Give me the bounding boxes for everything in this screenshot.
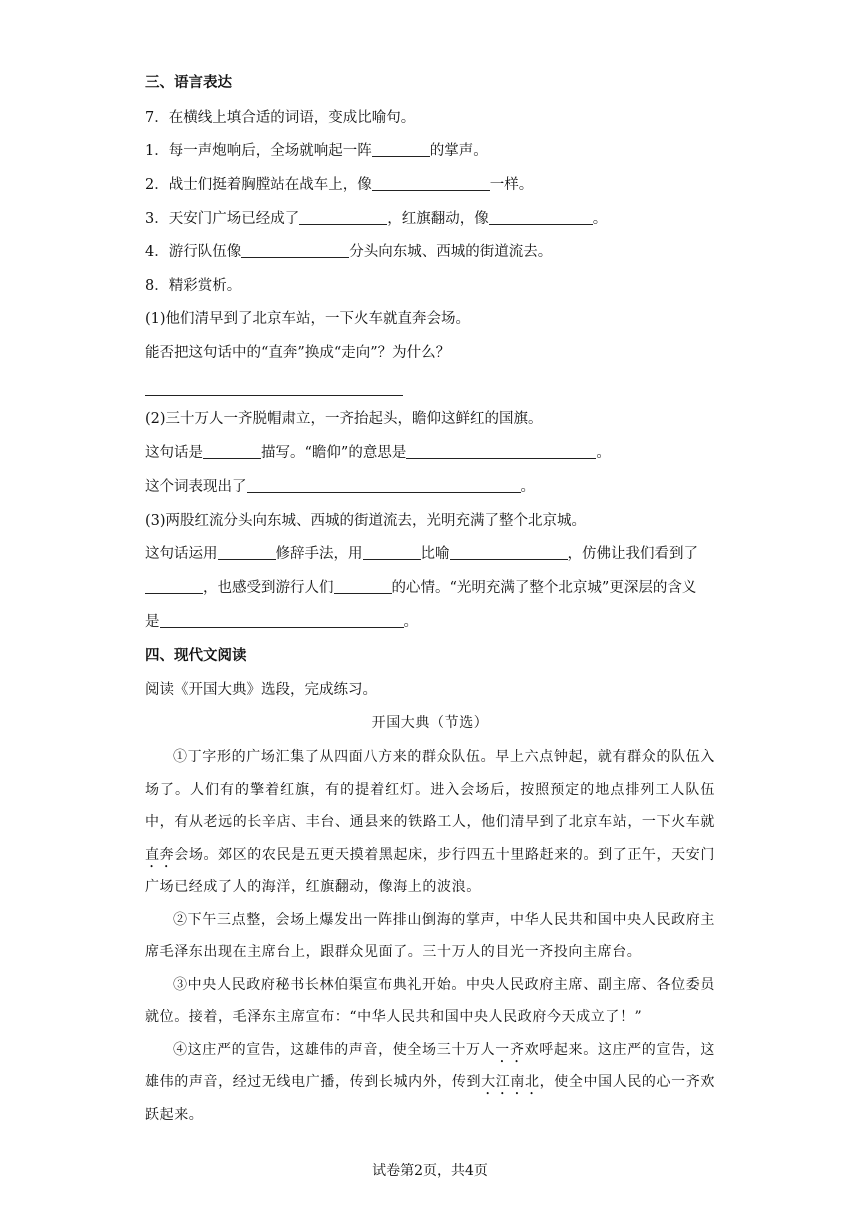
passage-paragraph-3: ③中央人民政府秘书长林伯渠宣布典礼开始。中央人民政府主席、副主席、各位委员就位。接着，毛泽东主席宣布：“中华人民共和国中央人民政府今天成立了！” [145, 976, 715, 1025]
blank-8-3c[interactable] [450, 545, 568, 560]
q7-3-text-c: 。 [592, 211, 608, 227]
question-7-4 [145, 242, 552, 262]
section-heading-language: 三、语言表达 [145, 75, 232, 91]
blank-7-1[interactable] [372, 142, 430, 157]
reading-intro: 阅读《开国大典》选段，完成练习。 [145, 682, 377, 698]
blank-8-3d[interactable] [145, 579, 203, 594]
q8-2-text-b: 描写。“瞻仰”的意思是 [261, 445, 407, 461]
blank-7-3a[interactable] [299, 210, 387, 225]
p4-emphasis-2: 大江南北 [481, 1074, 540, 1090]
q7-4-text-b: 分头向东城、西城的街道流去。 [349, 244, 553, 260]
p4-text-a: ④这庄严的宣告，这雄伟的声音，使全场三十万人 [173, 1041, 496, 1058]
q7-4-text-a: 4．游行队伍像 [145, 244, 242, 260]
q8-2-text-d: 这个词表现出了 [145, 479, 247, 495]
blank-8-3a[interactable] [218, 545, 276, 560]
question-7-3 [145, 209, 607, 229]
question-8-1-prompt: 能否把这句话中的“直奔”换成“走向”？为什么？ [145, 345, 451, 361]
question-8-3-line2 [145, 578, 696, 598]
blank-8-3b[interactable] [363, 545, 421, 560]
blank-8-2a[interactable] [203, 444, 261, 459]
section-heading-reading: 四、现代文阅读 [145, 648, 247, 664]
question-8-2-line2 [145, 477, 535, 497]
passage-title: 开国大典（节选） [371, 715, 489, 731]
q8-3-text-e: ，也感受到游行人们 [203, 580, 334, 596]
q7-3-text-a: 3．天安门广场已经成了 [145, 211, 300, 227]
question-8-3-line1 [145, 544, 698, 564]
question-8-2: (2)三十万人一齐脱帽肃立，一齐抬起头，瞻仰这鲜红的国旗。 [145, 411, 543, 427]
p1-emphasis: 直奔 [145, 846, 175, 863]
passage [145, 741, 715, 1131]
q7-1-text-b: 的掌声。 [429, 143, 488, 159]
question-8-2-line1 [145, 443, 611, 463]
q7-2-text-a: 2．战士们挺着胸膛站在战车上，像 [145, 177, 372, 193]
blank-7-2[interactable] [372, 176, 490, 191]
blank-8-2b[interactable] [406, 444, 596, 459]
question-8-1: (1)他们清早到了北京车站，一下火车就直奔会场。 [145, 311, 471, 327]
question-7: 7．在横线上填合适的词语，变成比喻句。 [145, 110, 416, 126]
q7-3-text-b: ，红旗翻动，像 [387, 211, 489, 227]
p1-text-b: 会场。郊区的农民是五更天摸着黑起床，步行四五十里路赶来的。到了正午，天安门广场已经成了人的海洋，红旗翻动，像海上的波浪。 [145, 846, 715, 895]
q8-2-text-a: 这句话是 [145, 445, 203, 461]
question-8-3: (3)两股红流分头向东城、西城的街道流去，光明充满了整个北京城。 [145, 513, 587, 529]
question-7-1 [145, 141, 488, 161]
q7-1-text-a: 1．每一声炮响后，全场就响起一阵 [145, 143, 372, 159]
q8-3-text-d: ，仿佛让我们看到了 [567, 546, 698, 562]
blank-7-3b[interactable] [489, 210, 593, 225]
q8-2-text-c: 。 [596, 445, 611, 461]
q8-3-text-f: 的心情。“光明充满了整个北京城”更深层的含义 [391, 580, 697, 596]
question-8-3-line3 [145, 612, 418, 632]
passage-paragraph-1 [145, 741, 715, 904]
question-8: 8．精彩赏析。 [145, 278, 242, 294]
blank-8-2c[interactable] [247, 478, 521, 493]
passage-paragraph-2: ②下午三点整，会场上爆发出一阵排山倒海的掌声，中华人民共和国中央人民政府主席毛泽东出现在主席台上，跟群众见面了。三十万人的目光一齐投向主席台。 [145, 911, 715, 960]
q8-3-text-c: 比喻 [420, 546, 450, 562]
q8-3-text-b: 修辞手法，用 [275, 546, 363, 562]
p4-text-c: ，使全中国人民的心一齐欢跃起来。 [145, 1074, 715, 1123]
q8-3-text-a: 这句话运用 [145, 546, 218, 562]
q8-3-text-g: 是 [145, 614, 160, 630]
q8-2-text-e: 。 [520, 479, 535, 495]
p4-text-b: 欢呼起来。这庄严的宣告，这雄伟的声音，经过无线电广播，传到长城内外，传到 [145, 1041, 716, 1090]
p1-text-a: ①丁字形的广场汇集了从四面八方来的群众队伍。早上六点钟起，就有群众的队伍入场了。人们有的擎着红旗，有的提着红灯。进入会场后，按照预定的地点排列工人队伍中，有从老远的长辛店、丰台、通县来的铁路工人，他们清早到了北京车站，一下火车就 [145, 749, 715, 830]
blank-7-4[interactable] [241, 243, 349, 258]
p4-emphasis-1: 一齐 [495, 1041, 525, 1058]
answer-line-8-1[interactable] [145, 395, 403, 396]
q8-3-text-h: 。 [403, 614, 418, 630]
passage-paragraph-4 [145, 1034, 715, 1132]
q7-2-text-b: 一样。 [489, 177, 534, 193]
blank-8-3f[interactable] [160, 613, 404, 628]
question-7-2 [145, 175, 533, 195]
page-footer: 试卷第2页，共4页 [372, 1163, 488, 1179]
blank-8-3e[interactable] [334, 579, 392, 594]
